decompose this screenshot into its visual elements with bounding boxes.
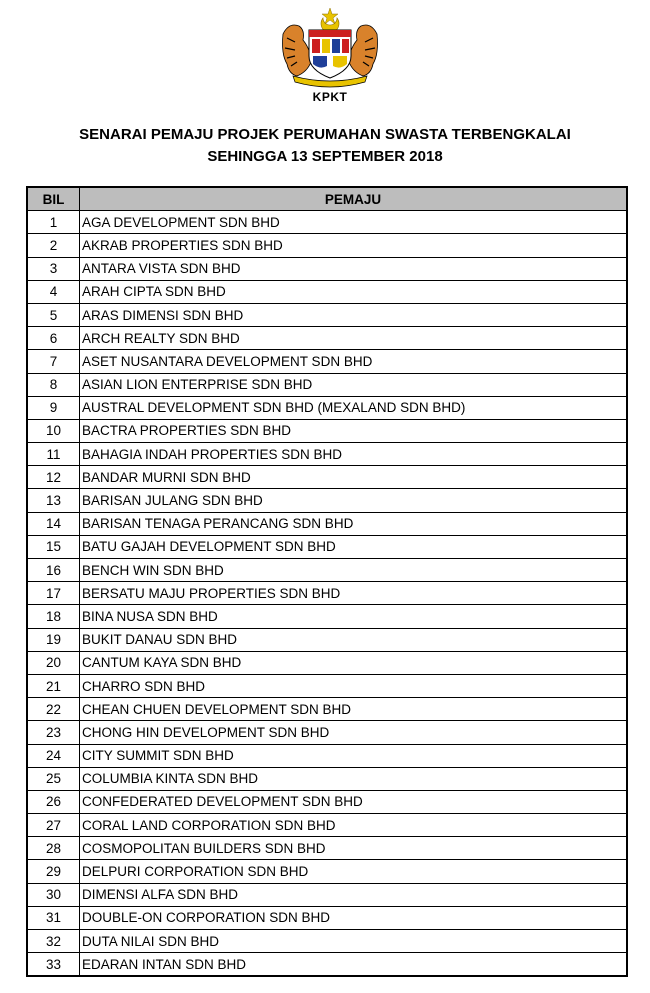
developer-name: DIMENSI ALFA SDN BHD [80, 883, 628, 906]
row-number: 24 [27, 744, 80, 767]
table-row [27, 674, 627, 697]
row-number: 26 [27, 790, 80, 813]
table-row [27, 466, 627, 489]
row-number: 33 [27, 953, 80, 977]
developer-name: ARAH CIPTA SDN BHD [80, 280, 628, 303]
row-number: 20 [27, 651, 80, 674]
developer-table [26, 186, 628, 977]
row-number: 18 [27, 605, 80, 628]
row-number: 31 [27, 906, 80, 929]
row-number: 22 [27, 698, 80, 721]
row-number: 2 [27, 234, 80, 257]
developer-name: BUKIT DANAU SDN BHD [80, 628, 628, 651]
table-row [27, 790, 627, 813]
developer-name: ASET NUSANTARA DEVELOPMENT SDN BHD [80, 350, 628, 373]
row-number: 12 [27, 466, 80, 489]
row-number: 32 [27, 930, 80, 953]
row-number: 5 [27, 303, 80, 326]
table-row [27, 373, 627, 396]
developer-name: AUSTRAL DEVELOPMENT SDN BHD (MEXALAND SDN BHD) [80, 396, 628, 419]
row-number: 17 [27, 582, 80, 605]
developer-name: CORAL LAND CORPORATION SDN BHD [80, 814, 628, 837]
table-row [27, 953, 627, 977]
developer-name: BERSATU MAJU PROPERTIES SDN BHD [80, 582, 628, 605]
table-row [27, 489, 627, 512]
table-row [27, 257, 627, 280]
row-number: 25 [27, 767, 80, 790]
developer-name: CHEAN CHUEN DEVELOPMENT SDN BHD [80, 698, 628, 721]
table-row [27, 860, 627, 883]
table-row [27, 721, 627, 744]
kpkt-logo [275, 4, 385, 104]
row-number: 15 [27, 535, 80, 558]
row-number: 4 [27, 280, 80, 303]
developer-name: ARAS DIMENSI SDN BHD [80, 303, 628, 326]
table-row [27, 234, 627, 257]
developer-name: CONFEDERATED DEVELOPMENT SDN BHD [80, 790, 628, 813]
developer-name: ANTARA VISTA SDN BHD [80, 257, 628, 280]
developer-name: DELPURI CORPORATION SDN BHD [80, 860, 628, 883]
developer-name: DUTA NILAI SDN BHD [80, 930, 628, 953]
column-header-bil: BIL [27, 187, 80, 211]
row-number: 14 [27, 512, 80, 535]
developer-name: BAHAGIA INDAH PROPERTIES SDN BHD [80, 443, 628, 466]
developer-name: BENCH WIN SDN BHD [80, 559, 628, 582]
developer-name: COSMOPOLITAN BUILDERS SDN BHD [80, 837, 628, 860]
row-number: 29 [27, 860, 80, 883]
developer-name: DOUBLE-ON CORPORATION SDN BHD [80, 906, 628, 929]
developer-name: BARISAN JULANG SDN BHD [80, 489, 628, 512]
row-number: 11 [27, 443, 80, 466]
table-row [27, 605, 627, 628]
row-number: 8 [27, 373, 80, 396]
page-subtitle-date: SEHINGGA 13 SEPTEMBER 2018 [207, 148, 443, 165]
table-row [27, 303, 627, 326]
developer-name: BACTRA PROPERTIES SDN BHD [80, 419, 628, 442]
developer-name: CANTUM KAYA SDN BHD [80, 651, 628, 674]
column-header-pemaju: PEMAJU [80, 187, 628, 211]
table-row [27, 651, 627, 674]
table-row [27, 814, 627, 837]
developer-name: COLUMBIA KINTA SDN BHD [80, 767, 628, 790]
table-row [27, 327, 627, 350]
developer-name: ARCH REALTY SDN BHD [80, 327, 628, 350]
table-row [27, 512, 627, 535]
row-number: 16 [27, 559, 80, 582]
row-number: 13 [27, 489, 80, 512]
developer-name: ASIAN LION ENTERPRISE SDN BHD [80, 373, 628, 396]
row-number: 27 [27, 814, 80, 837]
row-number: 7 [27, 350, 80, 373]
table-row [27, 443, 627, 466]
logo-label: KPKT [312, 90, 348, 104]
developer-name: BANDAR MURNI SDN BHD [80, 466, 628, 489]
table-row [27, 698, 627, 721]
developer-name: CITY SUMMIT SDN BHD [80, 744, 628, 767]
row-number: 3 [27, 257, 80, 280]
table-row [27, 837, 627, 860]
row-number: 9 [27, 396, 80, 419]
developer-name: BATU GAJAH DEVELOPMENT SDN BHD [80, 535, 628, 558]
row-number: 30 [27, 883, 80, 906]
table-row [27, 396, 627, 419]
table-row [27, 559, 627, 582]
row-number: 10 [27, 419, 80, 442]
table-row [27, 211, 627, 234]
malaysia-coat-of-arms-icon [275, 4, 385, 90]
row-number: 6 [27, 327, 80, 350]
table-row [27, 280, 627, 303]
table-row [27, 930, 627, 953]
developer-name: CHARRO SDN BHD [80, 674, 628, 697]
table-row [27, 419, 627, 442]
table-row [27, 767, 627, 790]
developer-name: CHONG HIN DEVELOPMENT SDN BHD [80, 721, 628, 744]
page-title: SENARAI PEMAJU PROJEK PERUMAHAN SWASTA TERBENGKALAI [79, 126, 571, 143]
table-row [27, 906, 627, 929]
row-number: 19 [27, 628, 80, 651]
developer-name: BARISAN TENAGA PERANCANG SDN BHD [80, 512, 628, 535]
developer-name: AKRAB PROPERTIES SDN BHD [80, 234, 628, 257]
table-row [27, 535, 627, 558]
row-number: 23 [27, 721, 80, 744]
row-number: 28 [27, 837, 80, 860]
developer-name: AGA DEVELOPMENT SDN BHD [80, 211, 628, 234]
row-number: 21 [27, 674, 80, 697]
row-number: 1 [27, 211, 80, 234]
developer-name: EDARAN INTAN SDN BHD [80, 953, 628, 977]
table-row [27, 582, 627, 605]
table-row [27, 350, 627, 373]
developer-name: BINA NUSA SDN BHD [80, 605, 628, 628]
table-row [27, 883, 627, 906]
table-header-row [27, 187, 627, 211]
table-row [27, 744, 627, 767]
table-row [27, 628, 627, 651]
